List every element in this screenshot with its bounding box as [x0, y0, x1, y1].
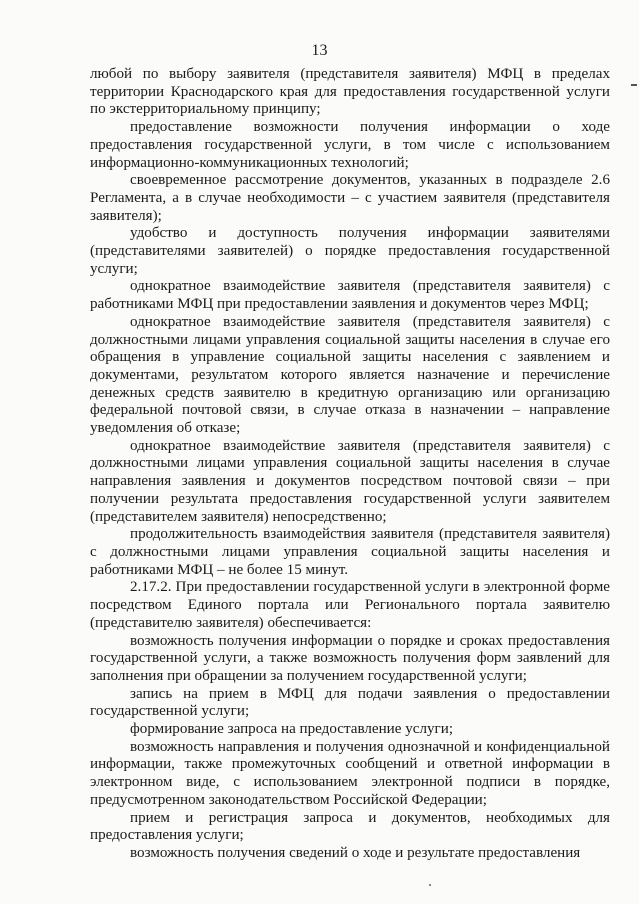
paragraph: своевременное рассмотрение документов, указанных в подразделе 2.6 Регламента, а в случае необходимости – с участием заявителя (представителя заявителя);: [90, 172, 610, 224]
paragraph: прием и регистрация запроса и документов, необходимых для предоставления услуги;: [90, 809, 610, 844]
paragraph: формирование запроса на предоставление услуги;: [130, 721, 454, 738]
paragraph: любой по выбору заявителя (представителя заявителя) МФЦ в пределах территории Краснодарского края для предоставления государственной услуги по экстерриториальному принципу;: [90, 66, 610, 118]
paragraph: 2.17.2. При предоставлении государственной услуги в электронной форме посредством Единого портала или Регионального портала заявителю (представителю заявителя) обеспечивается:: [90, 579, 610, 631]
paragraph: продолжительность взаимодействия заявителя (представителя заявителя) с должностными лицами управления социальной защиты населения и работниками МФЦ – не более 15 минут.: [90, 526, 610, 578]
paragraph: возможность получения сведений о ходе и результате предоставления: [130, 844, 581, 861]
scan-artifact: [631, 84, 637, 86]
paragraph: однократное взаимодействие заявителя (представителя заявителя) с должностными лицами управления социальной защиты населения в случае его обращения в управление социальной защиты населения с заявлением и документами, результатом которого является назначение и перечисление денежных средств заявителю в кредитную организацию или организацию федеральной почтовой связи, в случае отказа в назначении – направление уведомления об отказе;: [90, 313, 610, 437]
paragraph: удобство и доступность получения информации заявителями (представителями заявителей) о порядке предоставления государственной услуги;: [90, 225, 610, 277]
paragraph: возможность направления и получения однозначной и конфиденциальной информации, также промежуточных сообщений и ответной информации в электронном виде, с использованием электронной подписи в порядке, предусмотренном законодательством Российской Федерации;: [90, 738, 610, 808]
document-body: [90, 66, 610, 863]
scan-artifact: [429, 884, 431, 886]
paragraph: запись на прием в МФЦ для подачи заявления о предоставлении государственной услуги;: [90, 685, 610, 720]
paragraph: возможность получения информации о порядке и сроках предоставления государственной услуги, а также возможность получения форм заявлений для заполнения при обращении за получением государственной услуги;: [90, 632, 610, 684]
paragraph: предоставление возможности получения информации о ходе предоставления государственной услуги, в том числе с использованием информационно-коммуникационных технологий;: [90, 119, 610, 171]
paragraph: однократное взаимодействие заявителя (представителя заявителя) с работниками МФЦ при предоставлении заявления и документов через МФЦ;: [90, 278, 610, 313]
page-number: 13: [311, 42, 328, 59]
paragraph: однократное взаимодействие заявителя (представителя заявителя) с должностными лицами управления социальной защиты населения в случае направления заявления и документов посредством почтовой связи – при получении результата предоставления государственной услуги заявителем (представителем заявителя) непосредственно;: [90, 437, 610, 525]
